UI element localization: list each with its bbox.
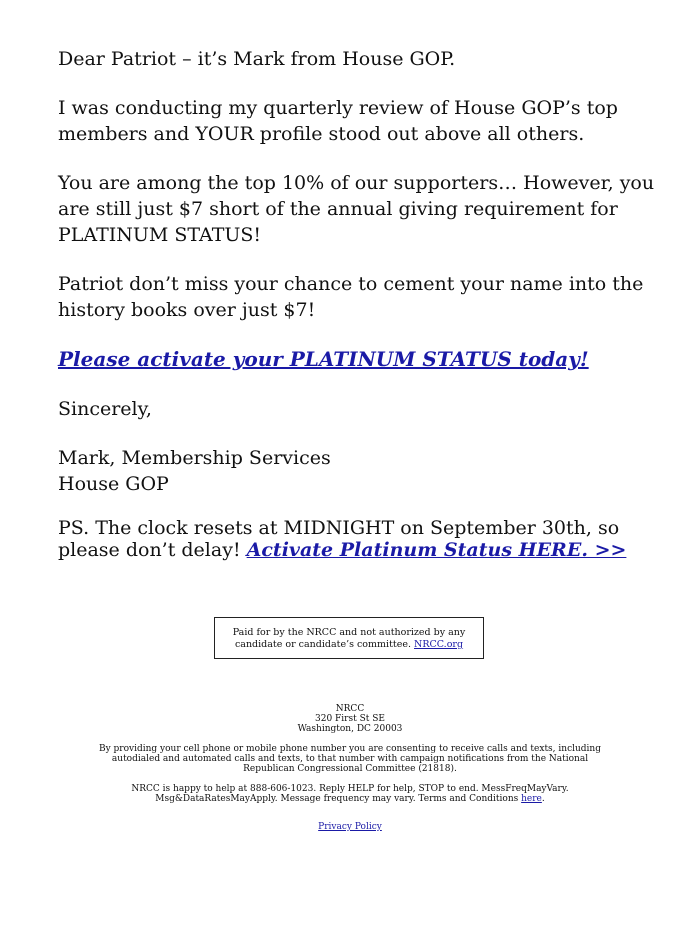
terms-link[interactable]: here: [521, 794, 542, 804]
footer-privacy: [90, 822, 610, 832]
footer-address: [90, 704, 610, 734]
activate-platinum-link[interactable]: Please activate your PLATINUM STATUS today!: [58, 347, 589, 371]
closing: Sincerely,: [58, 398, 152, 420]
footer-org: NRCC: [335, 704, 365, 714]
ps-text: PS. The clock resets at MIDNIGHT on September 30th, so please don’t delay!: [58, 517, 620, 561]
greeting: Dear Patriot – it’s Mark from House GOP.: [58, 48, 456, 70]
signature-name: Mark, Membership Services: [58, 447, 331, 469]
paragraph-appeal: Patriot don’t miss your chance to cement your name into the history books over just $7!: [58, 273, 644, 321]
footer-consent: By providing your cell phone or mobile phone number you are consenting to receive calls and texts, including autodialed and automated calls and texts, to that number with campaign notifications from the National Republican Congressional Committee (21818).: [98, 744, 601, 774]
footer-help: NRCC is happy to help at 888-606-1023. Reply HELP for help, STOP to end. MessFreqMayVary. Msg&DataRatesMayApply. Message frequency may vary. Terms and Conditions here.: [131, 784, 569, 804]
signature-org: House GOP: [58, 473, 169, 495]
activate-platinum-here-link[interactable]: Activate Platinum Status HERE. >>: [246, 539, 627, 561]
footer-city: Washington, DC 20003: [297, 724, 403, 734]
privacy-policy-link[interactable]: Privacy Policy: [318, 822, 382, 832]
ps-paragraph: [58, 517, 658, 561]
footer-help-text: NRCC is happy to help at 888-606-1023. Reply HELP for help, STOP to end. MessFreqMayVary. Msg&DataRatesMayApply. Message frequency may vary. Terms and Conditions: [131, 784, 569, 804]
disclaimer-text: Paid for by the NRCC and not authorized by any candidate or candidate’s committee.: [232, 627, 466, 650]
cta-paragraph: [58, 346, 658, 373]
letter-body: [58, 46, 658, 584]
footer-street: 320 First St SE: [315, 714, 385, 724]
paid-for-disclaimer: [214, 617, 484, 659]
paragraph-status: You are among the top 10% of our supporters… However, you are still just $7 short of the annual giving requirement for PLATINUM STATUS!: [58, 172, 655, 246]
signature: [58, 445, 658, 497]
nrcc-org-link[interactable]: NRCC.org: [414, 639, 464, 650]
paragraph-review: I was conducting my quarterly review of House GOP’s top members and YOUR profile stood out above all others.: [58, 97, 618, 145]
